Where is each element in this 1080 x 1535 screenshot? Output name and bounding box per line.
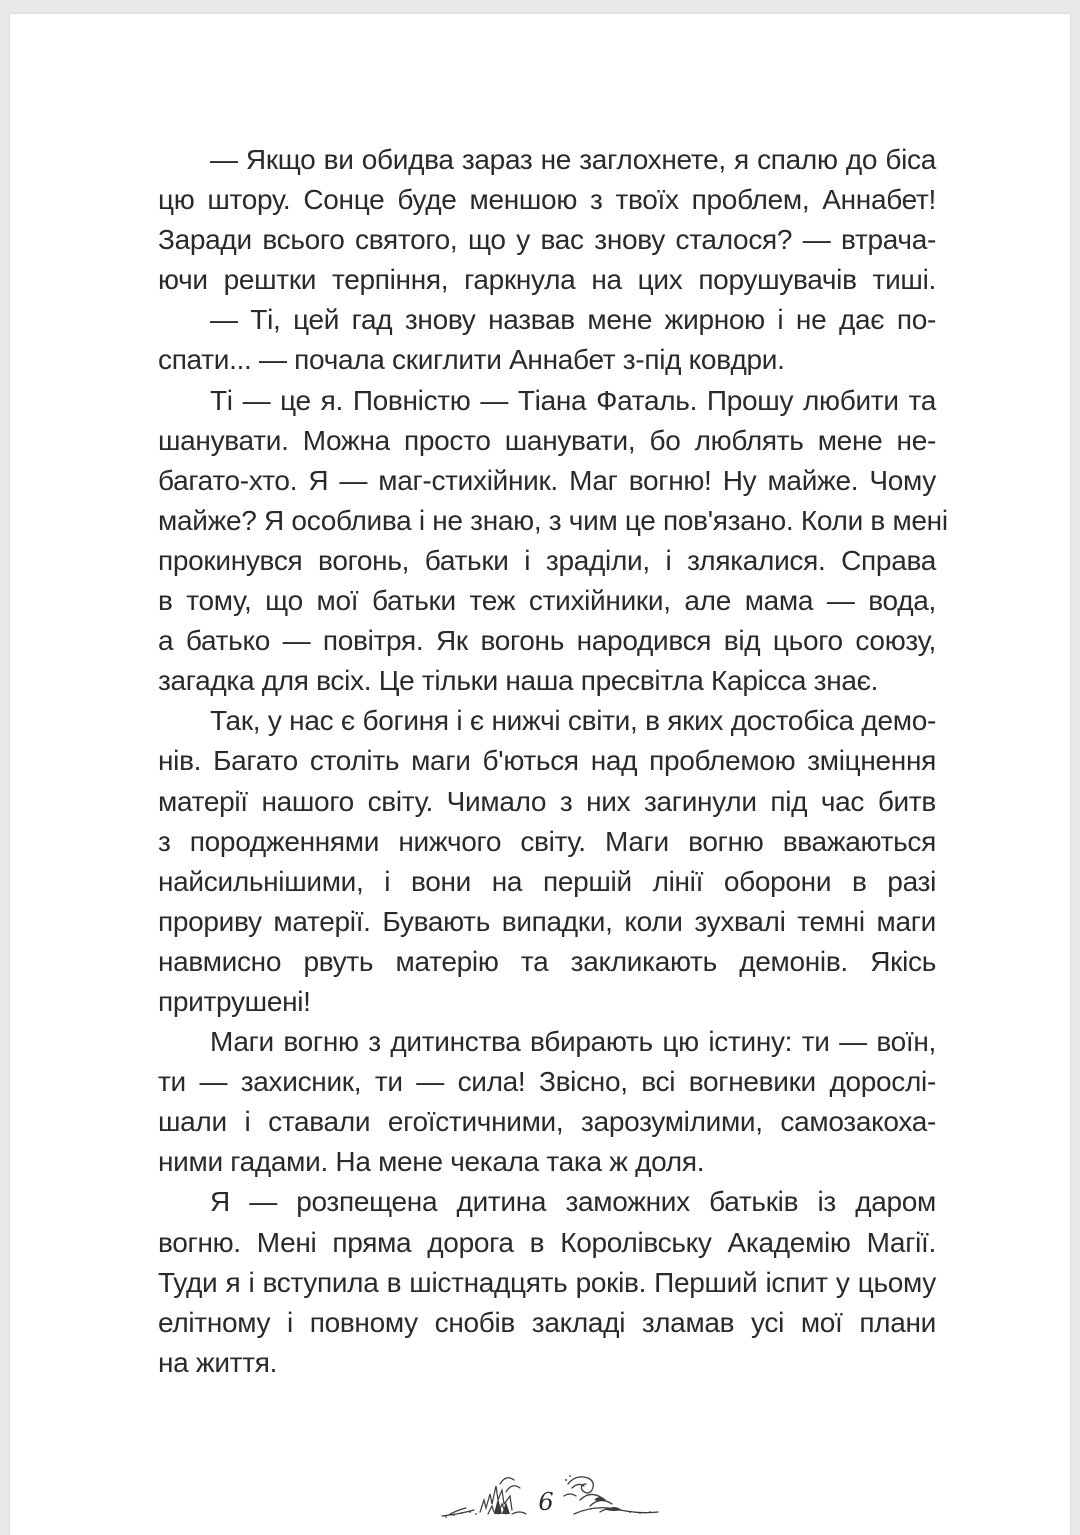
text-line: майже? Я особлива і не знаю, з чим це пов'язано. Коли в мені: [158, 504, 948, 536]
fire-ornament-icon: [440, 1470, 528, 1522]
text-line: елітному і повному снобів закладі зламав усі мої плани: [158, 1306, 936, 1338]
text-line: загадка для всіх. Це тільки наша пресвітла Карісса знає.: [158, 665, 879, 697]
text-line: а батько — повітря. Як вогонь народився від цього союзу,: [158, 625, 936, 657]
wave-ornament-icon: [560, 1470, 660, 1522]
text-line: притрушені!: [158, 985, 311, 1017]
text-line: Туди я і вступила в шістнадцять років. Перший іспит у цьому: [158, 1266, 936, 1298]
text-line: шали і ставали егоїстичними, зарозумілими, самозакоха-: [158, 1106, 936, 1138]
text-line: Маги вогню з дитинства вбирають цю істину: ти — воїн,: [210, 1026, 936, 1058]
text-line: Заради всього святого, що у вас знову сталося? — втрача-: [158, 224, 936, 256]
text-line: прориву матерії. Бувають випадки, коли зухвалі темні маги: [158, 905, 936, 937]
text-line: Так, у нас є богиня і є нижчі світи, в яких достобіса демо-: [210, 705, 936, 737]
page-footer: [0, 1470, 1080, 1530]
text-line: ними гадами. На мене чекала така ж доля.: [158, 1146, 705, 1178]
text-line: навмисно рвуть матерію та закликають демонів. Якісь: [158, 945, 936, 977]
text-line: цю штору. Сонце буде меншою з твоїх проблем, Аннабет!: [158, 184, 936, 216]
text-line: спати... — почала скиглити Аннабет з-під ковдри.: [158, 344, 785, 376]
text-line: вогню. Мені пряма дорога в Королівську Академію Магії.: [158, 1226, 936, 1258]
text-line: ючи рештки терпіння, гаркнула на цих порушувачів тиші.: [158, 264, 936, 296]
text-line: багато-хто. Я — маг-стихійник. Маг вогню! Ну майже. Чому: [158, 464, 936, 496]
text-line: на життя.: [158, 1346, 278, 1378]
page-number: 6: [538, 1488, 554, 1516]
text-line: — Ті, цей гад знову назвав мене жирною і не дає по-: [210, 304, 936, 336]
text-line: ти — захисник, ти — сила! Звісно, всі вогневики дорослі-: [158, 1066, 936, 1098]
text-line: матерії нашого світу. Чимало з них загинули під час битв: [158, 785, 936, 817]
text-line: прокинувся вогонь, батьки і зраділи, і злякалися. Справа: [158, 544, 936, 576]
text-line: в тому, що мої батьки теж стихійники, але мама — вода,: [158, 585, 936, 617]
text-line: нів. Багато століть маги б'ються над проблемою зміцнення: [158, 745, 936, 777]
text-line: з породженнями нижчого світу. Маги вогню вважаються: [158, 825, 936, 857]
page-text: [158, 140, 948, 1383]
text-line: шанувати. Можна просто шанувати, бо люблять мене не-: [158, 424, 936, 456]
text-line: Я — розпещена дитина заможних батьків із даром: [210, 1186, 936, 1218]
text-line: — Якщо ви обидва зараз не заглохнете, я спалю до біса: [210, 144, 936, 175]
text-line: найсильнішими, і вони на першій лінії оборони в разі: [158, 865, 936, 897]
text-line: Ті — це я. Повністю — Тіана Фаталь. Прошу любити та: [210, 384, 936, 416]
